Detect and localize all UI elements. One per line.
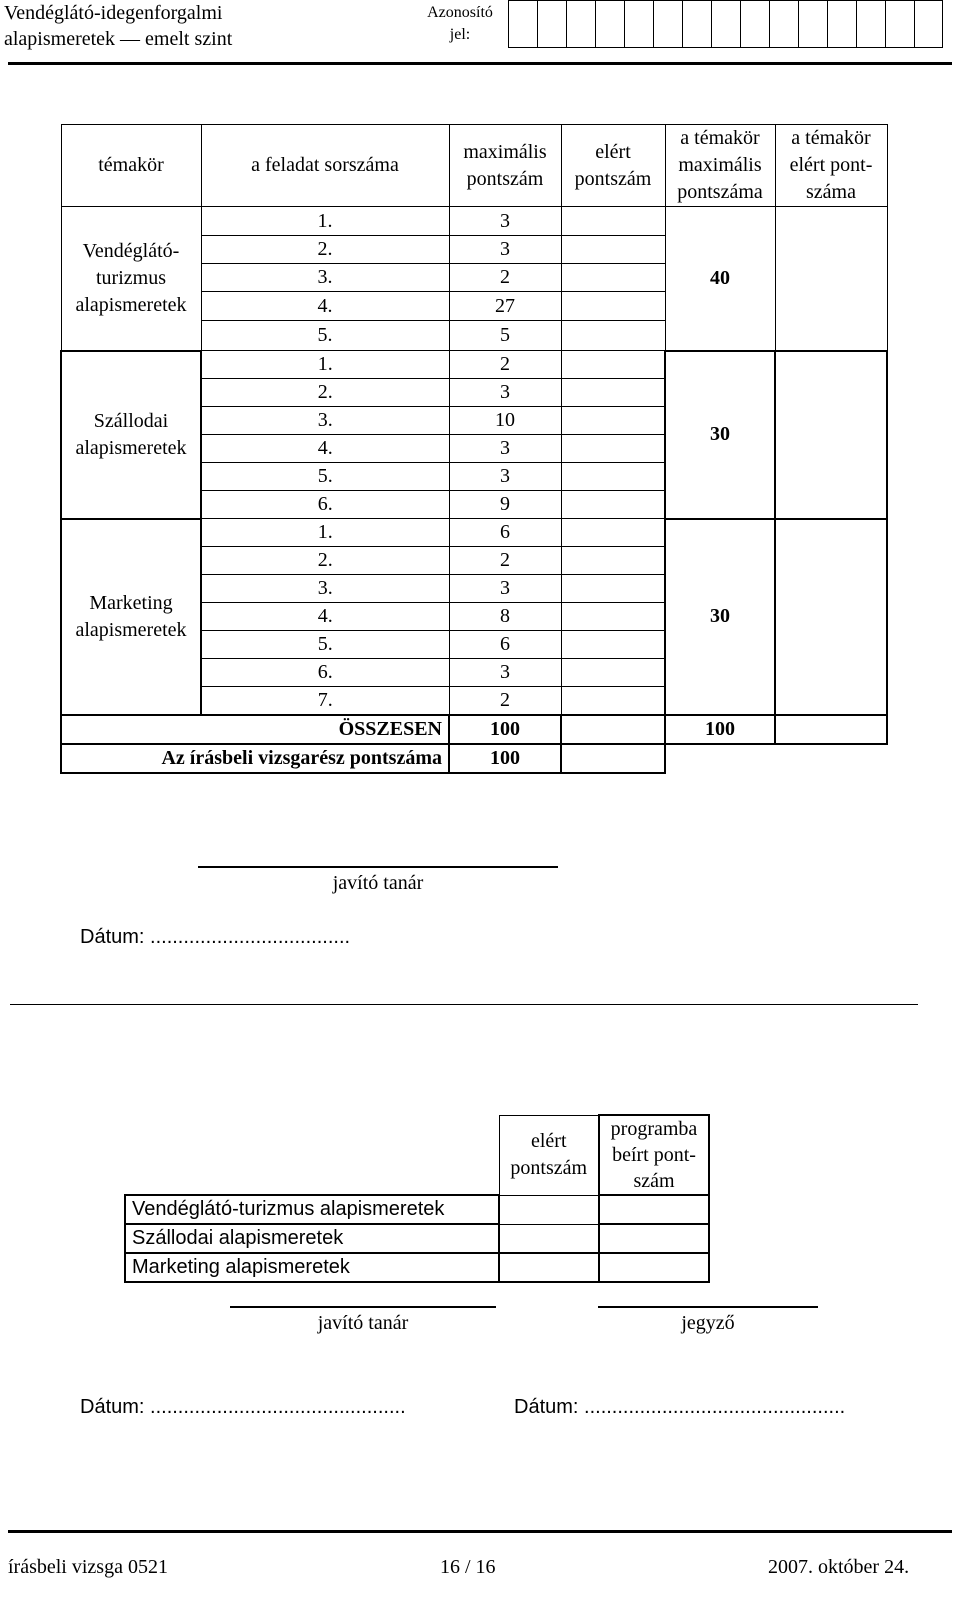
task-earned-input[interactable]: [561, 519, 665, 547]
header-max-points-l1: maximális: [463, 140, 547, 163]
header-topic-max: [665, 125, 775, 207]
task-number: 1.: [201, 519, 449, 547]
topic-max: 30: [665, 351, 775, 519]
summary-header-program-l3: szám: [633, 1170, 675, 1192]
task-number: 3.: [201, 264, 449, 292]
summary-program-input[interactable]: [599, 1195, 709, 1224]
task-number: 2.: [201, 236, 449, 264]
task-earned-input[interactable]: [561, 292, 665, 321]
summary-earned-input[interactable]: [499, 1195, 599, 1224]
written-part-earned-input[interactable]: [561, 744, 665, 773]
header-earned-l1: elért: [595, 140, 631, 163]
id-label-line2: jel:: [449, 26, 471, 43]
task-number: 6.: [201, 491, 449, 519]
task-earned-input[interactable]: [561, 603, 665, 631]
task-earned-input[interactable]: [561, 463, 665, 491]
header-topic-max-l3: pontszáma: [677, 181, 763, 203]
corrector-label: javító tanár: [332, 872, 424, 894]
summary-earned-input[interactable]: [499, 1224, 599, 1253]
task-number: 5.: [201, 463, 449, 491]
footer-exam-code: írásbeli vizsga 0521: [8, 1556, 168, 1578]
header-max-points: [449, 125, 561, 207]
topic-cell: [61, 519, 201, 716]
summary-earned-input[interactable]: [499, 1253, 599, 1282]
summary-header-program-l1: programba: [610, 1118, 698, 1140]
summary-header-earned-l1: elért: [530, 1130, 567, 1152]
header-topic-earned-l2: elért pont-: [789, 154, 873, 176]
topic-max: 30: [665, 519, 775, 716]
task-number: 4.: [201, 435, 449, 463]
task-number: 2.: [201, 547, 449, 575]
task-number: 1.: [201, 207, 449, 236]
task-number: 1.: [201, 351, 449, 379]
id-box[interactable]: [653, 0, 682, 48]
task-max: 3: [449, 659, 561, 687]
task-max: 8: [449, 603, 561, 631]
topic-label-l1: Szállodai: [93, 409, 169, 432]
total-max: 100: [449, 715, 561, 744]
signature-line-notary: [598, 1306, 818, 1308]
id-box[interactable]: [740, 0, 769, 48]
id-box[interactable]: [624, 0, 653, 48]
id-box[interactable]: [827, 0, 856, 48]
id-label: [420, 2, 500, 46]
task-max: 3: [449, 463, 561, 491]
date-field-left[interactable]: Dátum: ..............................................: [80, 1396, 406, 1418]
summary-header-program-l2: beírt pont-: [612, 1144, 696, 1166]
task-earned-input[interactable]: [561, 631, 665, 659]
task-max: 10: [449, 407, 561, 435]
task-earned-input[interactable]: [561, 575, 665, 603]
task-max: 3: [449, 575, 561, 603]
task-max: 3: [449, 236, 561, 264]
task-number: 5.: [201, 631, 449, 659]
id-box[interactable]: [537, 0, 566, 48]
task-max: 2: [449, 547, 561, 575]
header-task-number: a feladat sorszáma: [201, 125, 449, 207]
id-box[interactable]: [798, 0, 827, 48]
topic-label-l1: Vendéglátó-: [82, 239, 180, 262]
summary-program-input[interactable]: [599, 1224, 709, 1253]
header-earned: [561, 125, 665, 207]
task-earned-input[interactable]: [561, 207, 665, 236]
empty-cell: [665, 744, 775, 773]
section-divider: [10, 1004, 918, 1005]
task-max: 3: [449, 435, 561, 463]
task-max: 6: [449, 519, 561, 547]
footer-divider: [8, 1530, 952, 1533]
topic-earned-input[interactable]: [775, 207, 887, 351]
header-divider: [8, 62, 952, 65]
corrector-label-2: javító tanár: [317, 1312, 409, 1334]
header-topic-max-l1: a témakör: [680, 127, 760, 149]
written-part-max: 100: [449, 744, 561, 773]
task-number: 6.: [201, 659, 449, 687]
id-box[interactable]: [508, 0, 537, 48]
topic-earned-input[interactable]: [775, 351, 887, 519]
id-box[interactable]: [885, 0, 914, 48]
task-max: 9: [449, 491, 561, 519]
task-earned-input[interactable]: [561, 321, 665, 351]
summary-row-label: Marketing alapismeretek: [125, 1253, 499, 1282]
header-topic-earned: [775, 125, 887, 207]
task-earned-input[interactable]: [561, 407, 665, 435]
task-max: 3: [449, 379, 561, 407]
id-box[interactable]: [856, 0, 885, 48]
topic-cell: [61, 351, 201, 519]
task-max: 6: [449, 631, 561, 659]
date-field[interactable]: Dátum: ....................................: [80, 926, 351, 948]
topic-label-l2: alapismeretek: [75, 618, 187, 641]
task-number: 7.: [201, 687, 449, 716]
task-max: 2: [449, 264, 561, 292]
topic-label-l2: alapismeretek: [75, 436, 187, 459]
total-topic-earned-input[interactable]: [775, 715, 887, 744]
task-earned-input[interactable]: [561, 547, 665, 575]
topic-max: 40: [665, 207, 775, 351]
task-number: 4.: [201, 603, 449, 631]
task-earned-input[interactable]: [561, 264, 665, 292]
summary-row-label: Szállodai alapismeretek: [125, 1224, 499, 1253]
summary-table: [124, 1114, 710, 1283]
task-max: 27: [449, 292, 561, 321]
header-max-points-l2: pontszám: [466, 167, 544, 190]
task-number: 5.: [201, 321, 449, 351]
signature-line-corrector: [230, 1306, 496, 1308]
task-number: 3.: [201, 407, 449, 435]
id-label-line1: Azonosító: [427, 4, 493, 21]
task-earned-input[interactable]: [561, 687, 665, 716]
task-earned-input[interactable]: [561, 379, 665, 407]
empty-cell: [775, 744, 887, 773]
id-box[interactable]: [711, 0, 740, 48]
id-box[interactable]: [914, 0, 943, 48]
id-input-boxes: [508, 0, 943, 48]
total-topic-max: 100: [665, 715, 775, 744]
header-topic-max-l2: maximális: [678, 154, 762, 176]
summary-header-earned-l2: pontszám: [510, 1157, 588, 1179]
task-earned-input[interactable]: [561, 435, 665, 463]
topic-earned-input[interactable]: [775, 519, 887, 716]
summary-header-earned: [499, 1115, 599, 1195]
task-number: 4.: [201, 292, 449, 321]
task-max: 5: [449, 321, 561, 351]
summary-program-input[interactable]: [599, 1253, 709, 1282]
task-earned-input[interactable]: [561, 236, 665, 264]
notary-label: jegyző: [681, 1312, 735, 1334]
date-field-right[interactable]: Dátum: ...............................................: [514, 1396, 846, 1418]
header-topic: témakör: [61, 125, 201, 207]
total-label: ÖSSZESEN: [61, 715, 449, 744]
total-earned-input[interactable]: [561, 715, 665, 744]
topic-label-l3: alapismeretek: [75, 293, 187, 316]
header-topic-earned-l1: a témakör: [791, 127, 871, 149]
task-earned-input[interactable]: [561, 491, 665, 519]
empty-cell: [125, 1115, 499, 1195]
task-number: 2.: [201, 379, 449, 407]
footer-date: 2007. október 24.: [768, 1556, 910, 1578]
id-box[interactable]: [682, 0, 711, 48]
task-max: 3: [449, 207, 561, 236]
summary-row-label: Vendéglátó-turizmus alapismeretek: [125, 1195, 499, 1224]
topic-cell: [61, 207, 201, 351]
header-title-line1: Vendéglátó-idegenforgalmi: [4, 2, 223, 24]
id-box[interactable]: [595, 0, 624, 48]
score-table: [60, 124, 888, 774]
task-max: 2: [449, 351, 561, 379]
summary-header-program: [599, 1115, 709, 1195]
header-earned-l2: pontszám: [574, 167, 652, 190]
task-max: 2: [449, 687, 561, 716]
id-box[interactable]: [566, 0, 595, 48]
task-number: 3.: [201, 575, 449, 603]
task-earned-input[interactable]: [561, 351, 665, 379]
id-box[interactable]: [769, 0, 798, 48]
signature-line: [198, 866, 558, 868]
header-title-line2: alapismeretek — emelt szint: [4, 28, 233, 50]
topic-label-l1: Marketing: [89, 591, 173, 614]
footer-page-number: 16 / 16: [440, 1556, 496, 1578]
header-topic-earned-l3: száma: [806, 181, 856, 203]
written-part-label: Az írásbeli vizsgarész pontszáma: [61, 744, 449, 773]
task-earned-input[interactable]: [561, 659, 665, 687]
topic-label-l2: turizmus: [96, 266, 166, 289]
